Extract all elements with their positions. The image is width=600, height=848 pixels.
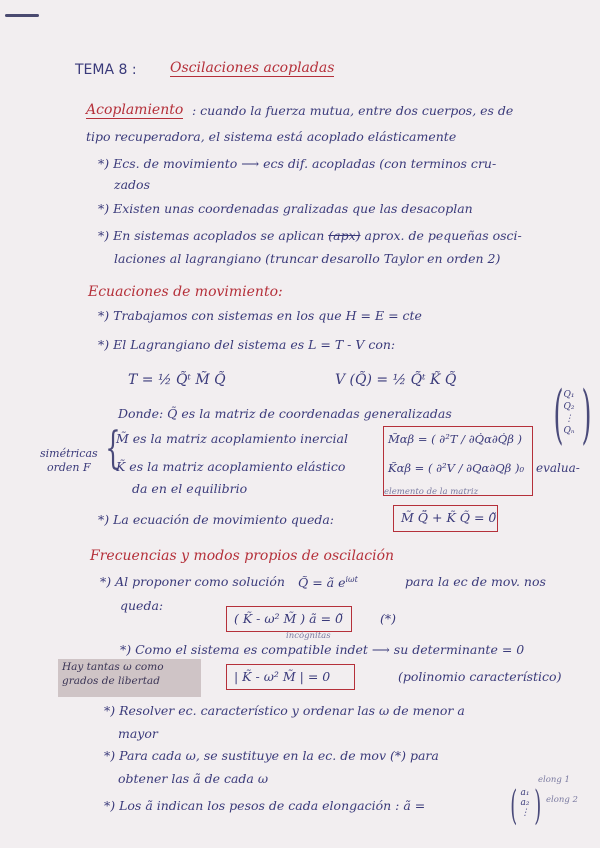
section-acoplamiento-label: Acoplamiento [86,102,184,118]
q-vector [560,389,578,437]
bullet-sistemas-acoplados-b: aprox. de pequeñas osci- [364,228,522,243]
kinetic-energy-eq: T = ½ Q̃ᵗ M̃ Q̃ [128,372,226,388]
elong-2-label: elong 2 [546,795,578,805]
bullet-resolver-cont: mayor [118,726,158,741]
bullet-ecuacion-movimiento: *) La ecuación de movimiento queda: [98,512,335,527]
determinant-equation: | K̃ - ω² M̃ | = 0 [234,669,331,684]
a-vector [518,788,532,818]
bullet-ecs-movimiento: *) Ecs. de movimiento ⟶ ecs dif. acopladas (con terminos cru- [98,156,497,171]
bullet-proponer-cont: para la ec de mov. nos [405,574,546,589]
bullet-proponer: *) Al proponer como solución [100,574,285,589]
section-ecuaciones-heading: Ecuaciones de movimiento: [88,284,283,300]
bullet-sistemas-acoplados-cont: laciones al lagrangiano (truncar desarollo Taylor en orden 2) [114,251,501,266]
q-vector-right-paren: ) [581,378,592,452]
motion-equation: M̃ Q̃̈ + K̃ Q̃ = 0̃ [401,510,497,525]
bullet-sistemas-acoplados-a: *) En sistemas acoplados se aplican [98,228,325,243]
solution-form-exponent: iωt [345,575,358,584]
donde-line: Donde: Q̃ es la matriz de coordenadas generalizadas [118,406,452,421]
q-vector-entry: Q₁ [563,390,575,400]
m-matrix-line: M̃ es la matriz acoplamiento inercial [116,431,348,446]
acoplamiento-def-line2: tipo recuperadora, el sistema está acoplado elásticamente [86,129,457,144]
bullet-lagrangiano: *) El Lagrangiano del sistema es L = T - V con: [98,337,396,352]
q-vector-left-paren: ( [553,378,564,452]
bullet-para-cada-cont: obtener las ã de cada ω [118,771,269,786]
struck-out-word: (apx) [328,228,361,243]
q-vector-entry: ⋮ [564,414,574,424]
incognitas-note: incógnitas [286,631,331,641]
section-frecuencias-heading: Frecuencias y modos propios de oscilación [90,548,395,564]
acoplamiento-def-line1: : cuando la fuerza mutua, entre dos cuerpos, es de [192,103,514,118]
eigen-equation-label: (*) [380,611,397,626]
evalua-text: evalua- [536,461,580,475]
left-brace: { [105,423,121,474]
title-number: TEMA 8 : [75,62,137,78]
simetricas-note-line: orden F [47,461,91,475]
bullet-coordenadas: *) Existen unas coordenadas gralizadas que las desacoplan [98,201,473,216]
grados-libertad-note [58,659,201,697]
solution-form-base: Q̃ = ã e [298,575,346,591]
polinomio-caracteristico: (polinomio característico) [398,669,562,684]
bullet-resolver: *) Resolver ec. característico y ordenar las ω de menor a [104,703,465,718]
bullet-compatible-indet: *) Como el sistema es compatible indet ⟶ su determinante = 0 [120,642,525,657]
k-matrix-line-cont: da en el equilibrio [132,481,248,496]
k-matrix-line: K̃ es la matriz acoplamiento elástico [116,459,346,474]
page-corner-mark [5,14,39,17]
bullet-trabajamos: *) Trabajamos con sistemas en los que H = E = cte [98,308,422,323]
a-vector-left-paren: ( [510,783,518,829]
elemento-matriz-note: elemento de la matriz [384,487,479,497]
grados-libertad-note-line: Hay tantas ω como [62,661,164,673]
a-vector-entry: ⋮ [520,808,530,818]
simetricas-note [40,447,98,476]
bullet-pesos: *) Los ã indican los pesos de cada elongación : ã = [104,798,426,813]
elong-1-label: elong 1 [538,775,570,785]
q-vector-entry: Q₂ [563,402,575,412]
a-vector-right-paren: ) [534,783,542,829]
q-vector-entry: Qₙ [563,426,575,436]
grados-libertad-note-line: grados de libertad [62,674,160,687]
page-title: Oscilaciones acopladas [170,60,335,76]
a-vector-entry: a₁ [520,788,530,798]
bullet-sistemas-acoplados [98,230,522,243]
simetricas-note-line: simétricas [40,447,98,460]
bullet-ecs-movimiento-cont: zados [114,177,150,192]
k-element-eq: K̃αβ = ( ∂²V / ∂Qα∂Qβ )₀ [388,461,525,475]
eigen-equation: ( K̃ - ω² M̃ ) ã = 0̃ [234,611,343,626]
bullet-para-cada: *) Para cada ω, se sustituye en la ec. de mov (*) para [104,748,439,763]
a-vector-entry: a₂ [520,798,530,808]
bullet-proponer-queda: queda: [120,598,164,613]
potential-energy-eq: V (Q̃) = ½ Q̃ᵗ K̃ Q̃ [335,372,457,388]
solution-form [298,576,358,590]
m-element-eq: M̃αβ = ( ∂²T / ∂Q̇α∂Q̇β ) [388,432,522,446]
